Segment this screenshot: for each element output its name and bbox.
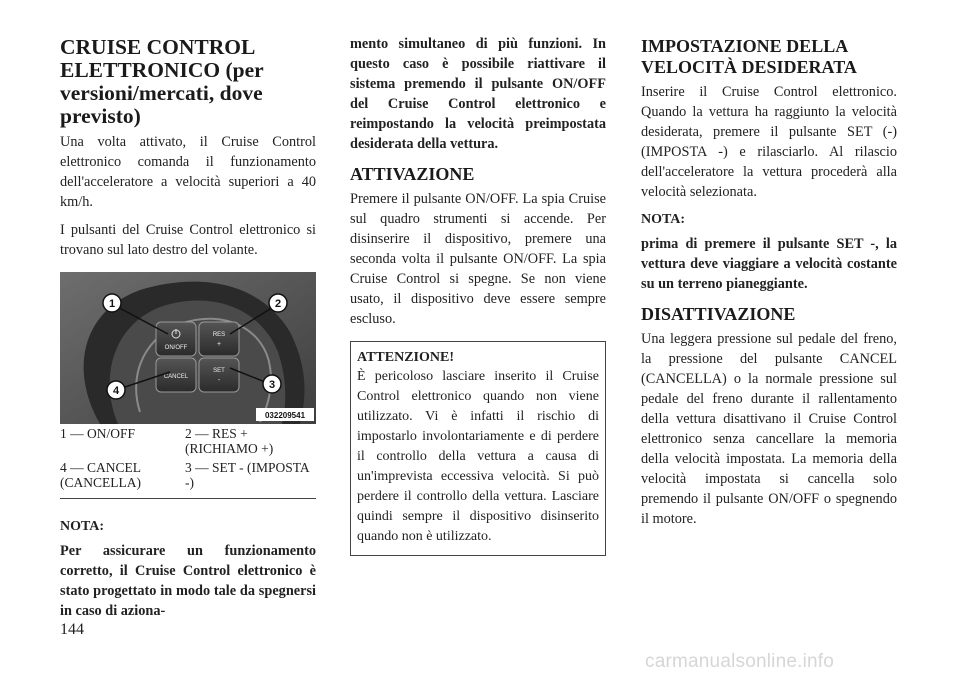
legend-item-onoff: 1 — ON/OFF: [60, 426, 136, 441]
res-button-sign: +: [216, 341, 222, 348]
legend-row: [60, 426, 316, 460]
callout-2: [269, 294, 287, 312]
column-1: [60, 36, 316, 621]
legend-row: [60, 460, 316, 494]
cancel-button-label: CANCEL: [163, 374, 189, 380]
note-text: Per assicurare un funzionamento corretto, il Cruise Control elettronico è stato progettato in modo tale da spegnersi in caso di aziona-: [60, 543, 316, 619]
figure-code: 032209541: [264, 411, 306, 420]
section-title: CRUISE CONTROL ELETTRONICO (per versioni/mercati, dove previsto): [60, 35, 264, 128]
deactivation-paragraph: Una leggera pressione sul pedale del freno, la pressione del pulsante CANCEL (CANCELLA) o la normale pressione sul pedale del freno durante il rallentamento della vettura disattivano il Cruise Control elettronico senza cancellare la memoria della velocità impostata. La memoria della velocità impostata si cancella solo premendo il pulsante ON/OFF o spegnendo il motore.: [641, 331, 897, 527]
column-2: [350, 34, 606, 556]
warning-text: È pericoloso lasciare inserito il Cruise Control elettronico quando non viene utilizzato. Vi è infatti il rischio di impostarlo involontariamente e di perdere il controllo della vettura a causa di un'imprevista eccessiva velocità. Si può perdere il controllo della vettura. Lasciare quindi sempre il dispositivo disinserito quando non è utilizzato.: [357, 369, 599, 544]
callout-3: [263, 375, 281, 393]
note-label: NOTA:: [60, 519, 105, 534]
callout-4: [107, 381, 125, 399]
legend-item-res: 2 — RES + (RICHIAMO +): [185, 426, 274, 456]
callout-3-label: 3: [268, 379, 276, 391]
activation-paragraph: Premere il pulsante ON/OFF. La spia Cruise sul quadro strumenti si accende. Per disinserire il dispositivo, premere una seconda volta il pulsante ON/OFF. La spia Cruise Control si spegne. Se non viene usato, il dispositivo deve essere sempre escluso.: [350, 191, 606, 327]
intro-paragraph: Una volta attivato, il Cruise Control elettronico comanda il funzionamento dell'acceleratore a velocità superiori a 40 km/h.: [60, 134, 316, 210]
res-button-label: RES: [212, 332, 226, 338]
set-speed-heading: IMPOSTAZIONE DELLA VELOCITÀ DESIDERATA: [641, 36, 857, 77]
figure-legend: [60, 426, 316, 499]
note-continuation: mento simultaneo di più funzioni. In questo caso è possibile riattivare il sistema premendo il pulsante ON/OFF del Cruise Control elettronico e reimpostando la velocità preimpostata desiderata della vettura.: [350, 36, 606, 152]
steering-wheel-illustration: [60, 272, 316, 424]
activation-heading: ATTIVAZIONE: [350, 164, 475, 184]
warning-box: [350, 341, 606, 556]
callout-1-label: 1: [108, 298, 116, 310]
note-text: prima di premere il pulsante SET -, la vettura deve viaggiare a velocità costante su un terreno pianeggiante.: [641, 236, 897, 292]
page-number: 144: [60, 621, 84, 638]
legend-item-set: 3 — SET - (IMPOSTA -): [185, 460, 309, 490]
column-3: [641, 36, 897, 529]
onoff-button-label: ON/OFF: [164, 345, 188, 351]
set-speed-paragraph: Inserire il Cruise Control elettronico. Quando la vettura ha raggiunto la velocità desiderata, premere il pulsante SET (-) (IMPOSTA -) e rilasciarlo. Al rilascio dell'acceleratore la vettura procederà alla velocità selezionata.: [641, 84, 897, 200]
callout-4-label: 4: [112, 385, 120, 397]
warning-title: ATTENZIONE!: [357, 350, 454, 365]
steering-wheel-buttons-figure: [60, 272, 316, 424]
callout-1: [103, 294, 121, 312]
set-button-sign: -: [217, 377, 221, 384]
callout-2-label: 2: [274, 298, 282, 310]
legend-item-cancel: 4 — CANCEL (CANCELLA): [60, 460, 141, 490]
buttons-location-paragraph: I pulsanti del Cruise Control elettronico si trovano sul lato destro del volante.: [60, 222, 316, 258]
set-button-label: SET: [213, 368, 225, 374]
note-label: NOTA:: [641, 212, 686, 227]
deactivation-heading: DISATTIVAZIONE: [641, 304, 796, 324]
watermark: carmanualsonline.info: [645, 651, 835, 672]
